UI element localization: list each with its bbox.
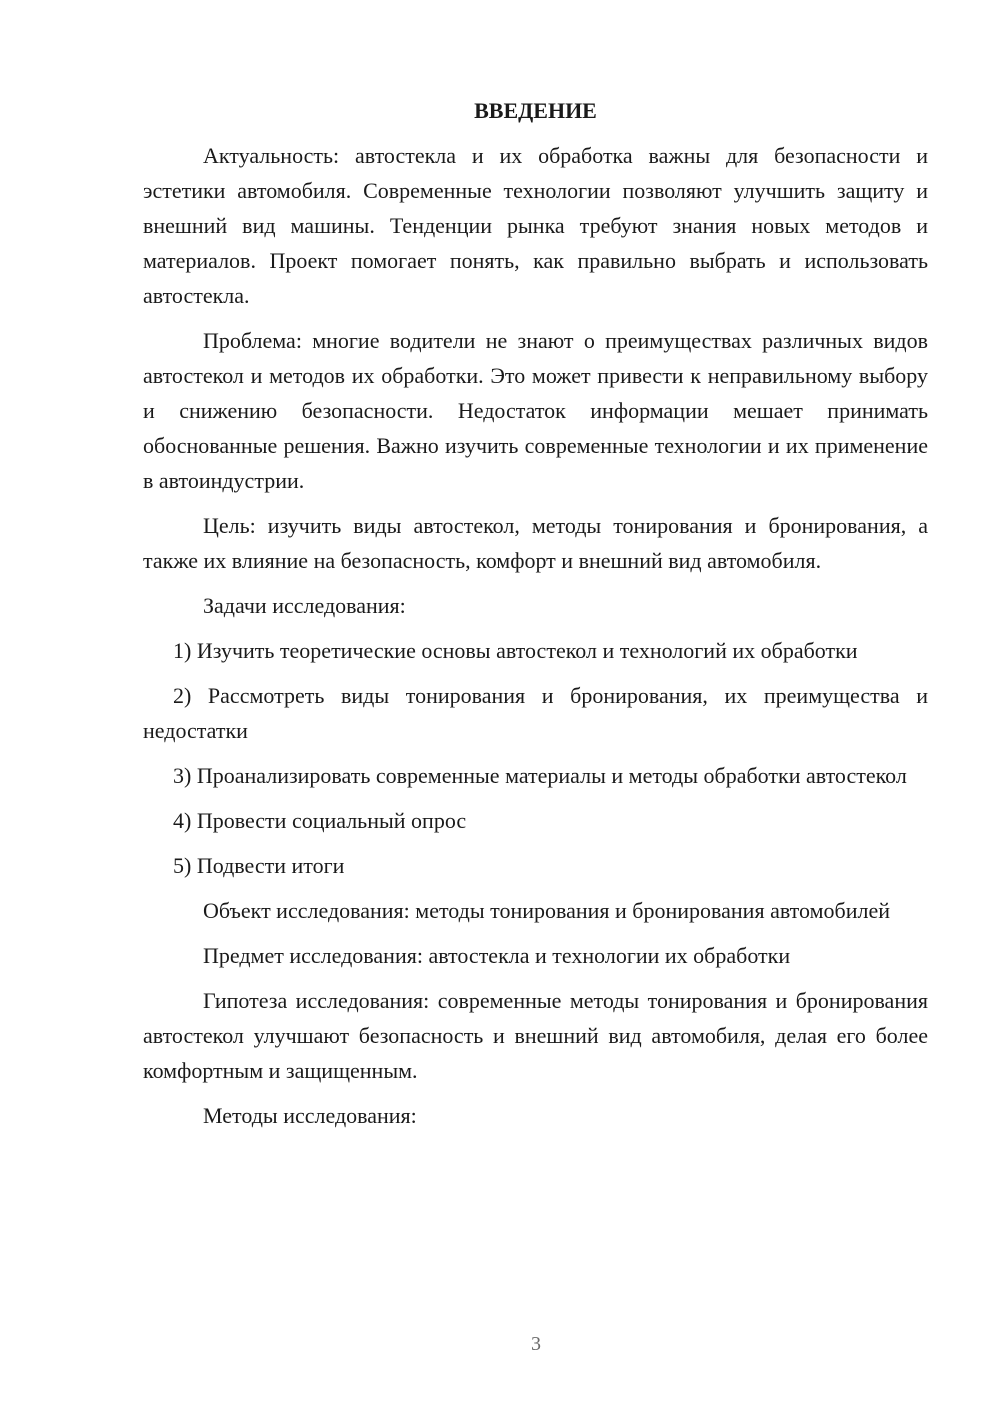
page-number: 3 (531, 1333, 541, 1355)
object-paragraph: Объект исследования: методы тонирования и бронирования автомобилей (203, 898, 890, 923)
relevance-paragraph: Актуальность: автостекла и их обработка важны для безопасности и эстетики автомобиля. Современные технологии позволяют улучшить защиту и внешний вид машины. Тенденции рынка требуют знания новых методов и материалов. Проект помогает понять, как правильно выбрать и использовать автостекла. (143, 143, 928, 308)
task-item-2: 2) Рассмотреть виды тонирования и бронирования, их преимущества и недостатки (143, 683, 928, 743)
task-item-3: 3) Проанализировать современные материалы и методы обработки автостекол (173, 763, 907, 788)
hypothesis-paragraph: Гипотеза исследования: современные методы тонирования и бронирования автостекол улучшают безопасность и внешний вид автомобиля, делая его более комфортным и защищенным. (143, 988, 928, 1083)
goal-paragraph: Цель: изучить виды автостекол, методы тонирования и бронирования, а также их влияние на безопасность, комфорт и внешний вид автомобиля. (143, 513, 928, 573)
task-item-5: 5) Подвести итоги (173, 853, 345, 878)
task-item-1: 1) Изучить теоретические основы автостекол и технологий их обработки (173, 638, 858, 663)
problem-paragraph: Проблема: многие водители не знают о преимуществах различных видов автостекол и методов их обработки. Это может привести к неправильному выбору и снижению безопасности. Недостаток информации мешает принимать обоснованные решения. Важно изучить современные технологии и их применение в автоиндустрии. (143, 328, 928, 493)
subject-paragraph: Предмет исследования: автостекла и технологии их обработки (203, 943, 791, 968)
page-content (143, 94, 928, 1143)
tasks-heading: Задачи исследования: (203, 593, 406, 618)
section-title: ВВЕДЕНИЕ (474, 98, 597, 123)
task-item-4: 4) Провести социальный опрос (173, 808, 467, 833)
methods-heading: Методы исследования: (203, 1103, 417, 1128)
